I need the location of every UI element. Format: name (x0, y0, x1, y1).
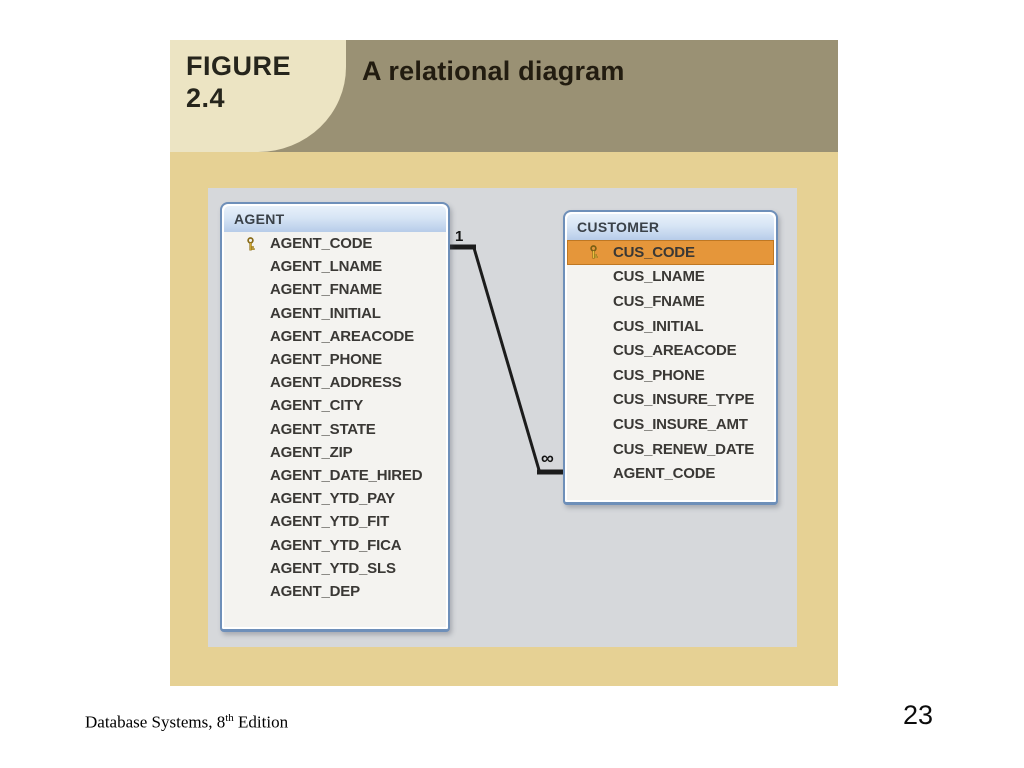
field-name: AGENT_CITY (270, 397, 364, 415)
footer-edition: Edition (233, 712, 289, 732)
footer-book-title: Database Systems, 8 (85, 712, 226, 732)
figure-word: FIGURE (186, 51, 292, 81)
field-name: AGENT_DATE_HIRED (270, 466, 423, 484)
field-row (567, 338, 774, 363)
field-row (224, 255, 446, 278)
field-name: AGENT_PHONE (270, 351, 382, 369)
primary-key-icon (587, 245, 600, 259)
field-name: CUS_RENEW_DATE (613, 440, 755, 458)
field-name: AGENT_YTD_FIT (270, 513, 390, 531)
field-row (567, 461, 774, 486)
field-row (567, 388, 774, 413)
field-row (224, 487, 446, 510)
field-row (224, 348, 446, 371)
cardinality-many-label: ∞ (541, 448, 554, 468)
field-row (224, 580, 446, 603)
field-name: CUS_AREACODE (613, 342, 737, 360)
field-name: AGENT_AREACODE (270, 327, 414, 345)
table-customer-title: CUSTOMER (577, 219, 660, 235)
field-name: CUS_INITIAL (613, 317, 704, 335)
table-agent-header (224, 206, 446, 232)
field-row (567, 314, 774, 339)
figure-title: A relational diagram (362, 56, 625, 86)
field-name: AGENT_CODE (270, 235, 373, 253)
field-row (567, 289, 774, 314)
field-name: AGENT_CODE (613, 465, 716, 483)
field-row (224, 418, 446, 441)
table-agent-fields (224, 232, 446, 627)
relational-diagram-panel (208, 188, 797, 647)
field-name: AGENT_LNAME (270, 258, 382, 276)
figure-number: 2.4 (186, 83, 226, 114)
field-row (224, 325, 446, 348)
field-row (567, 437, 774, 462)
page-number: 23 (903, 700, 934, 730)
slide-footer (85, 712, 288, 733)
field-row (224, 441, 446, 464)
field-name: CUS_INSURE_AMT (613, 415, 748, 433)
field-name: AGENT_DEP (270, 582, 360, 600)
field-name: AGENT_ZIP (270, 443, 353, 461)
field-row (224, 557, 446, 580)
field-name: AGENT_STATE (270, 420, 376, 438)
figure-2-4 (170, 40, 838, 686)
field-name: CUS_INSURE_TYPE (613, 391, 755, 409)
field-row (224, 510, 446, 533)
field-name: AGENT_YTD_FICA (270, 536, 402, 554)
field-row (224, 464, 446, 487)
field-name: AGENT_YTD_PAY (270, 490, 395, 508)
field-row (567, 412, 774, 437)
field-row (224, 302, 446, 325)
field-row-highlighted (567, 240, 774, 265)
field-row (224, 232, 446, 255)
field-row (224, 533, 446, 556)
field-name: AGENT_ADDRESS (270, 374, 402, 392)
table-customer (563, 210, 778, 505)
field-name: AGENT_FNAME (270, 281, 382, 299)
table-customer-header (567, 214, 774, 240)
footer-superscript: th (225, 712, 234, 724)
field-row (567, 363, 774, 388)
field-row (224, 278, 446, 301)
field-name: CUS_LNAME (613, 268, 705, 286)
field-row (567, 265, 774, 290)
field-name: AGENT_INITIAL (270, 304, 381, 322)
field-name: AGENT_YTD_SLS (270, 559, 396, 577)
cardinality-one-label: 1 (455, 228, 464, 245)
primary-key-icon (244, 237, 257, 251)
table-agent (220, 202, 450, 632)
field-name: CUS_FNAME (613, 292, 705, 310)
field-row (224, 371, 446, 394)
table-agent-title: AGENT (234, 211, 285, 227)
field-name: CUS_CODE (613, 243, 695, 261)
field-name: CUS_PHONE (613, 366, 705, 384)
table-customer-fields (567, 240, 774, 500)
field-row (224, 394, 446, 417)
